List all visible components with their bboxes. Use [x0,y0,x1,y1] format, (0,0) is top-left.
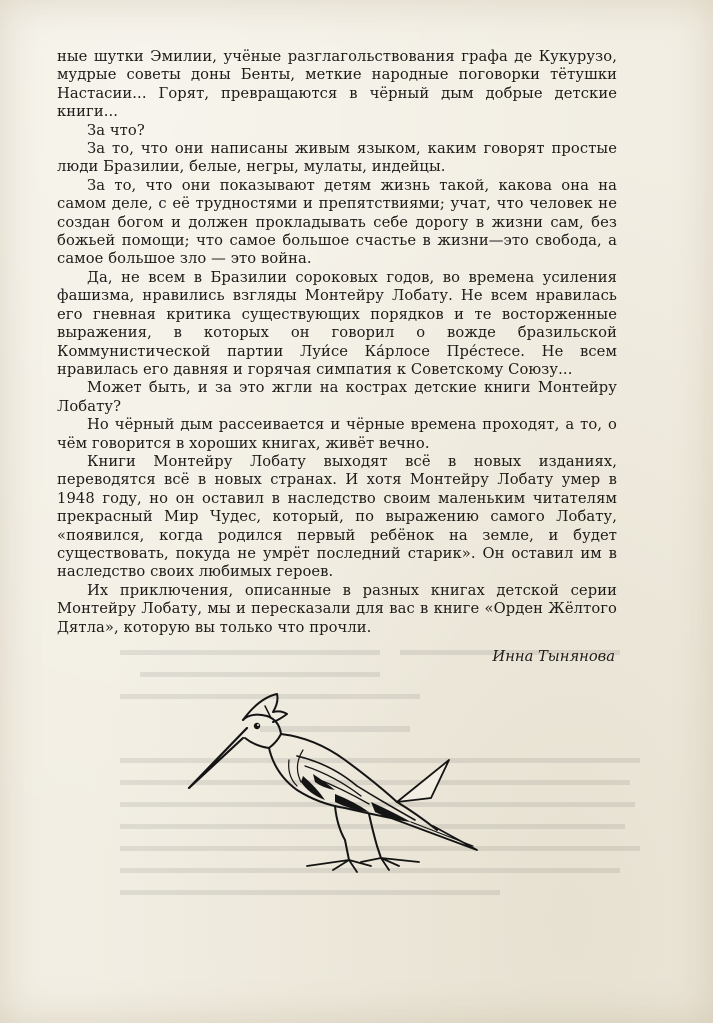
paragraph: Их приключения, описанные в разных книгах детской серии Монтейру Лобату, мы и пересказали для вас в книге «Орден Жёлтого Дятла», которую вы только что прочли. [57,581,617,636]
paragraph: За что? [87,121,145,139]
paragraph: Да, не всем в Бразилии сороковых годов, во времена усиления фашизма, нравились взгляды Монтейру Лобату. Не всем нравилась его гневная критика существующих порядков и те восторженные выражения, в которых он говорил о вожде бразильской Коммунистической партии Луи́се Ка́рлосе Пре́стесе. Не всем нравилась его давняя и горячая симпатия к Советскому Союзу... [57,268,617,378]
paragraph: ные шутки Эмилии, учёные разглагольствования графа де Кукурузо, мудрые советы доны Бенты, меткие народные поговорки тётушки Настасии... Горят, превращаются в чёрный дым добрые детские книги... [57,48,617,121]
paragraph: За то, что они написаны живым языком, каким говорят простые люди Бразилии, белые, негры, мулаты, индейцы. [57,140,617,176]
paragraph: Книги Монтейру Лобату выходят всё в новых изданиях, переводятся всё в новых странах. И хотя Монтейру Лобату умер в 1948 году, но он оставил в наследство своим маленьким читателям прекрасный Мир Чудес, который, по выражению самого Лобату, «появился, когда родился первый ребёнок на земле, и будет существовать, покуда не умрёт последний старик». Он оставил им в наследство своих любимых героев. [57,452,617,581]
paragraph: За то, что они показывают детям жизнь такой, какова она на самом деле, с её трудностями и препятствиями; учат, что человек не создан богом и должен прокладывать себе дорогу в жизни сам, без божьей помощи; что самое большое счастье в жизни—это свобода, а самое большое зло — это война. [57,176,617,268]
paragraph: Но чёрный дым рассеивается и чёрные времена проходят, а то, о чём говорится в хороших книгах, живёт вечно. [57,416,617,452]
body-text [57,48,617,637]
paragraph: Может быть, и за это жгли на кострах детские книги Монтейру Лобату? [57,379,617,415]
bird-illustration [185,690,485,875]
author-signature: Инна Тынянова [492,648,615,665]
